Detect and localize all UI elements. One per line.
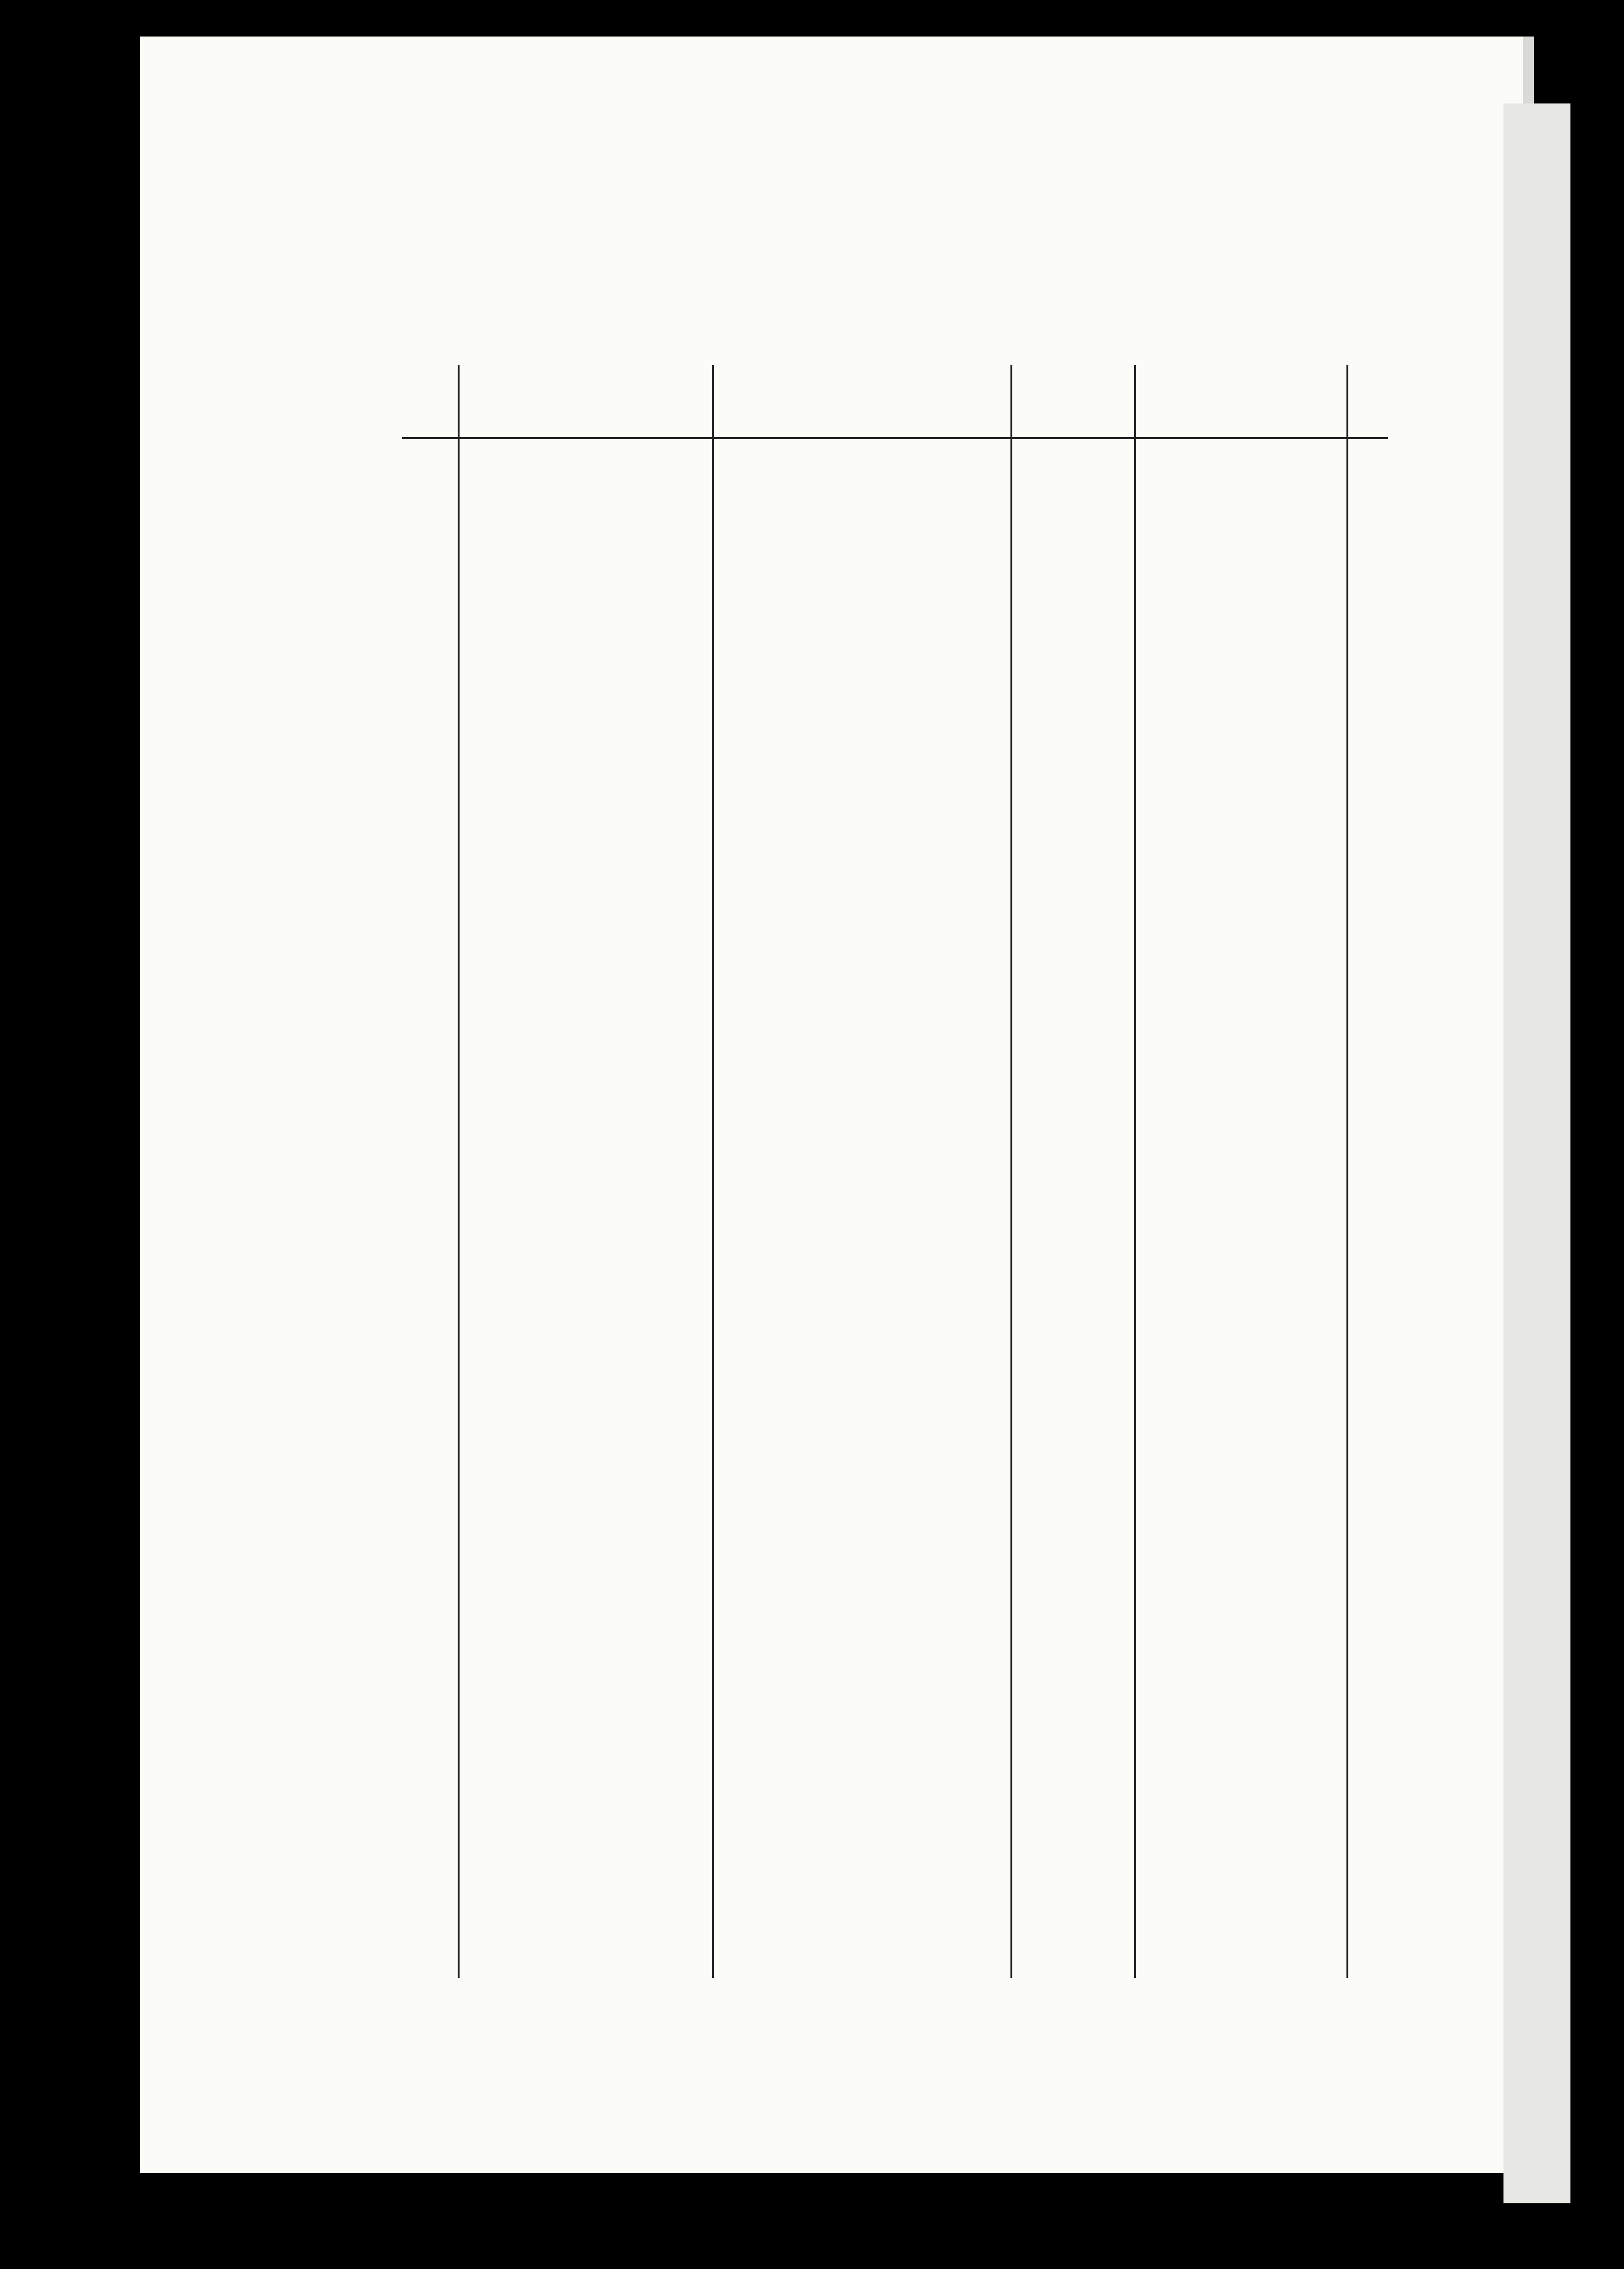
column-rule [1010, 365, 1012, 1978]
column-rule [1134, 365, 1136, 1978]
page-edge [1503, 103, 1570, 2203]
column-rule [458, 365, 460, 1978]
header-rule [402, 437, 1388, 439]
document-page [140, 37, 1534, 2173]
column-rule [1346, 365, 1348, 1978]
column-rule [712, 365, 714, 1978]
